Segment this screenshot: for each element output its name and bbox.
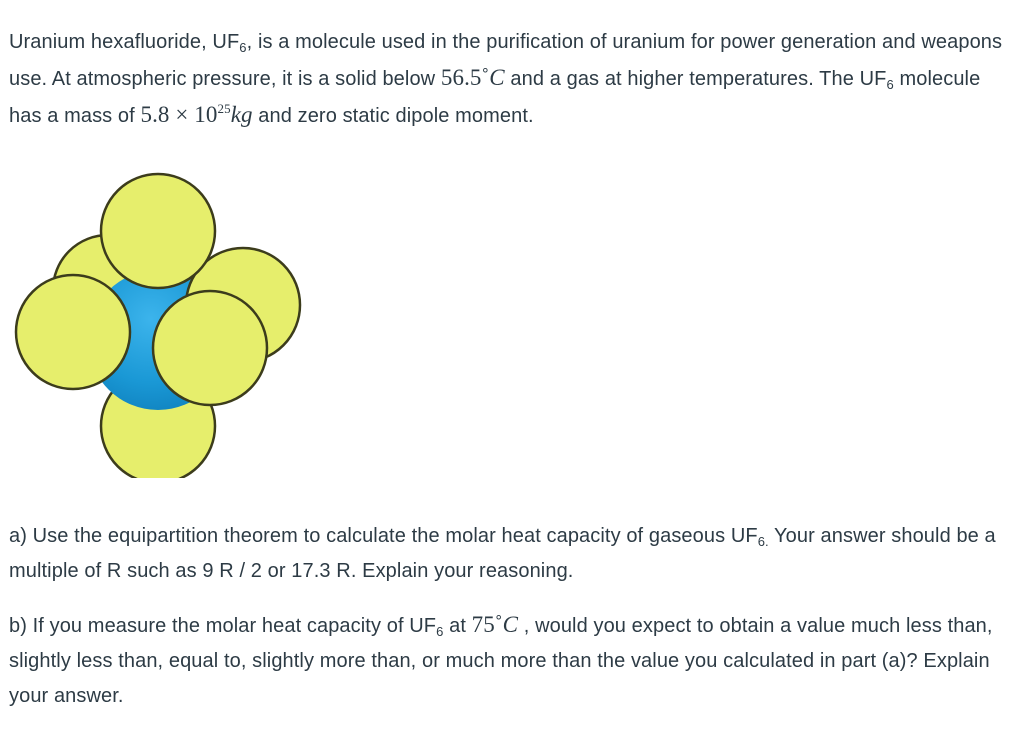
part-a-text-1: a) Use the equipartition theorem to calculate the molar heat capacity of gaseous UF	[9, 525, 758, 547]
part-b-subscript: 6	[436, 624, 444, 639]
part-a-text-2: Your answer should be a multiple of R such as 9 R / 2 or 17.3 R. Explain your reasoning.	[9, 525, 996, 582]
question-part-a	[9, 519, 1012, 589]
measurement-temperature	[472, 612, 518, 637]
intro-text-4: molecule has a mass of	[9, 68, 981, 127]
molecular-mass-base: 5.8 × 10	[140, 102, 218, 127]
uf6-molecule-figure	[10, 168, 310, 478]
part-b-text-2: at	[443, 615, 472, 637]
intro-text-1: Uranium hexafluoride, UF	[9, 31, 240, 53]
melting-temperature-value: 56.5˚	[440, 65, 490, 90]
intro-text-2: , is a molecule used in the purification of uranium for power generation and weapons use. At atmospheric pressure, it is a solid below	[9, 31, 1003, 90]
melting-temperature-unit: C	[489, 65, 505, 90]
fluorine-atom-top	[101, 174, 215, 288]
part-a-subscript-dot: .	[765, 534, 769, 549]
fluorine-atom-left	[16, 275, 130, 389]
molecular-mass-exponent: 25	[217, 101, 231, 116]
part-b-text-1: b) If you measure the molar heat capacity of UF	[9, 615, 437, 637]
question-part-b	[9, 607, 1012, 714]
intro-text-5: and zero static dipole moment.	[252, 105, 534, 127]
part-a-subscript: 6	[757, 534, 766, 549]
fluorine-atom-front	[153, 291, 267, 405]
measurement-temperature-value: 75˚	[471, 612, 503, 637]
melting-temperature	[441, 65, 505, 90]
molecular-mass-unit: kg	[230, 102, 253, 127]
measurement-temperature-unit: C	[502, 612, 519, 637]
intro-subscript-1: 6	[239, 40, 247, 55]
intro-paragraph	[9, 25, 1012, 134]
part-b-text-3: , would you expect to obtain a value much less than, slightly less than, equal to, slightly more than, or much more than the value you calculated in part (a)? Explain your answer.	[9, 615, 993, 707]
molecular-mass	[140, 102, 252, 127]
intro-subscript-2: 6	[886, 77, 894, 92]
intro-text-3: and a gas at higher temperatures. The UF	[504, 68, 887, 90]
